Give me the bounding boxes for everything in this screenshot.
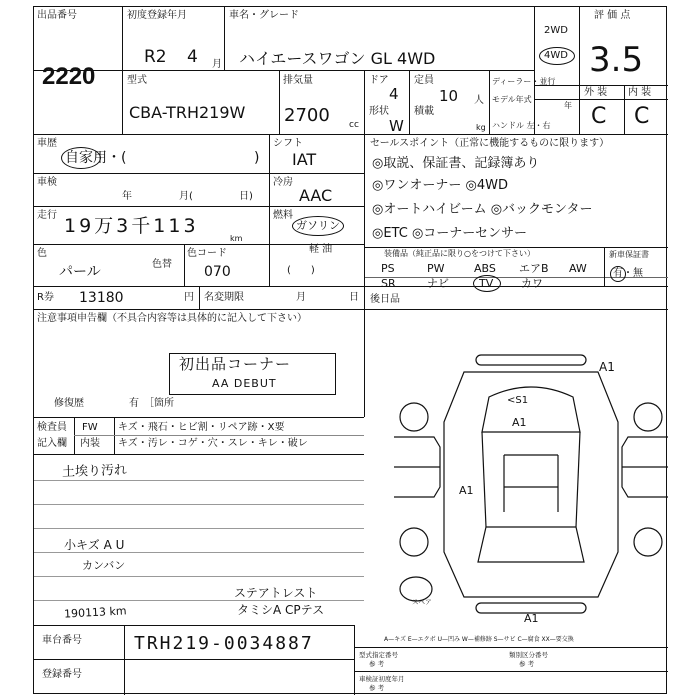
fuel-label: 燃料 [273, 210, 293, 221]
ext-grade: C [591, 104, 607, 129]
shift: IAT [292, 150, 317, 169]
fuel: ガソリン [296, 219, 340, 232]
sales-points-label: セールスポイント（正常に機能するものに限ります） [370, 138, 610, 149]
int-label: 内 装 [628, 87, 652, 98]
inspector-label: 検査員 [37, 422, 67, 433]
damage-a1-front: A1 [599, 360, 615, 374]
equip-ps: PS [381, 262, 395, 275]
seats-unit: 人 [474, 95, 484, 106]
auction-sheet [33, 6, 667, 694]
lot-number-label: 出品番号 [37, 10, 77, 21]
damage-a1-side: A1 [459, 484, 474, 497]
drive-2wd: 2WD [544, 25, 568, 36]
inspection-month: 月( [179, 191, 193, 202]
cert-first-reg-ref: 参 考 [369, 684, 385, 692]
inspection-year: 年 [122, 191, 132, 202]
handwriting-line-2: 小キズ A U [64, 538, 125, 552]
recycle-label: R券 [37, 292, 54, 303]
color-code: 070 [204, 264, 231, 280]
fw-text: キズ・飛石・ヒビ割・リペア跡・X要 [118, 422, 285, 433]
repair-value: 有 ［箇所 [129, 398, 174, 409]
car-name-label: 車名・グレード [229, 10, 299, 21]
car-diagram [394, 337, 668, 627]
shift-label: シフト [273, 138, 303, 149]
model: CBA-TRH219W [129, 103, 246, 122]
type-number-label: 型式指定番号 [359, 651, 398, 659]
sales-point-2: ◎ワンオーナー ◎4WD [372, 178, 508, 193]
month-unit: 月 [212, 59, 222, 70]
chassis-label: 車台番号 [42, 635, 82, 646]
color: パール [59, 264, 101, 280]
repair-label: 修復歴 [54, 398, 84, 409]
load-label: 積載 [414, 106, 434, 117]
km-unit: km [230, 234, 243, 243]
seats: 10 [439, 87, 459, 105]
cert-first-reg-label: 車検証初度年月 [359, 675, 405, 683]
car-name: ハイエースワゴン GL 4WD [239, 49, 436, 68]
registration-label: 登録番号 [42, 669, 82, 680]
inspection-label: 車検 [37, 177, 57, 188]
new-warranty: 有・無 [613, 268, 643, 279]
handwriting-line-1: 土埃り汚れ [61, 462, 128, 481]
grade-label: 評 価 点 [594, 10, 631, 21]
color-code-label: 色コード [187, 248, 227, 259]
model-label: 型式 [127, 75, 147, 86]
year-unit: 年 [564, 101, 572, 110]
class-number-ref: 参 考 [519, 660, 535, 668]
equipment-label: 装備品（純正品に限り○をつけて下さい） [384, 249, 535, 258]
equip-tv: TV [479, 277, 494, 290]
diesel-label: 軽 油 [309, 244, 333, 255]
cc-unit: cc [349, 120, 359, 130]
inspection-day: 日) [239, 191, 253, 202]
mileage-label: 走行 [37, 210, 57, 221]
sales-point-3: ◎オートハイビーム ◎バックモンター [372, 202, 593, 217]
color-label: 色 [37, 248, 47, 259]
notes-label: 注意事項申告欄（不具合内容等は具体的に記入して下さい） [37, 313, 307, 324]
name-change-month: 月 [296, 292, 306, 303]
mileage: 19万3千113 [64, 215, 199, 237]
damage-a1-hood: A1 [512, 416, 527, 429]
displacement: 2700 [284, 105, 330, 126]
ac: AAC [299, 186, 333, 205]
model-year-label: モデル年式 [492, 95, 532, 104]
name-change-label: 名変期限 [204, 292, 244, 303]
handwriting-line-3: カンバン [82, 559, 126, 572]
damage-a1-rear: A1 [524, 612, 539, 625]
damage-legend: A—キズ E—エクボ U—凹み W—補修跡 S—サビ C—腐食 XX—要交換 [384, 636, 574, 643]
recycle-value: 13180 [79, 290, 124, 306]
new-warranty-label: 新車保証書 [609, 250, 649, 259]
body: W [389, 117, 404, 135]
history-label: 車歴 [37, 138, 57, 149]
equip-navi: ナビ [427, 277, 449, 290]
kg-unit: kg [476, 123, 486, 132]
ext-label: 外 装 [584, 87, 608, 98]
entry-label: 記入欄 [37, 438, 67, 449]
class-number-label: 類別区分番号 [509, 651, 548, 659]
handle-label: ハンドル 左・右 [492, 121, 551, 130]
month: 4 [187, 47, 198, 67]
interior-text: キズ・汚レ・コゲ・穴・スレ・キレ・破レ [118, 438, 308, 449]
name-change-day: 日 [349, 292, 359, 303]
chassis-number: TRH219-0034887 [134, 633, 314, 654]
stamp-line-1: 初出品コーナー [179, 355, 292, 373]
era: R2 [144, 47, 167, 67]
equip-sr: SR [381, 277, 396, 290]
doors-label: ドア [369, 75, 389, 86]
sales-point-1: ◎取説、保証書、記録簿あり [372, 156, 540, 171]
body-label: 形状 [369, 106, 389, 117]
grade: 3.5 [589, 40, 644, 80]
handwriting-line-6: タミシA CPテス [237, 603, 325, 617]
dealer-label: ディーラー・並行 [492, 77, 556, 86]
equip-abs: ABS [474, 262, 496, 275]
equip-aw: AW [569, 262, 587, 275]
equip-leather: カワ [521, 277, 543, 290]
spare-label: スペア [412, 598, 432, 606]
damage-s1: <S1 [507, 395, 529, 406]
lot-number: 2220 [42, 63, 96, 90]
sales-point-4: ◎ETC ◎コーナーセンサー [372, 226, 528, 241]
equip-airbag: エアB [519, 262, 549, 275]
equip-pw: PW [427, 262, 445, 275]
fw-label: FW [82, 422, 98, 433]
interior-label: 内装 [80, 438, 100, 449]
history-close-paren: ) [254, 150, 260, 166]
handwriting-line-4: ステアトレスト [234, 586, 318, 600]
history-value: 自家用・( [65, 150, 127, 166]
doors: 4 [389, 85, 399, 103]
fuel-paren: ( ) [287, 265, 315, 276]
displacement-label: 排気量 [283, 75, 313, 86]
backday-label: 後日品 [370, 294, 400, 305]
seats-label: 定員 [414, 75, 434, 86]
ac-label: 冷房 [273, 177, 293, 188]
handwriting-line-5: 190113 km [63, 604, 127, 621]
first-registration-label: 初度登録年月 [127, 10, 187, 21]
int-grade: C [634, 104, 650, 129]
type-number-ref: 参 考 [369, 660, 385, 668]
stamp-line-2: AA DEBUT [212, 377, 277, 390]
color-change-label: 色替 [152, 259, 172, 270]
yen-unit: 円 [184, 292, 194, 303]
drive-4wd: 4WD [544, 50, 568, 61]
